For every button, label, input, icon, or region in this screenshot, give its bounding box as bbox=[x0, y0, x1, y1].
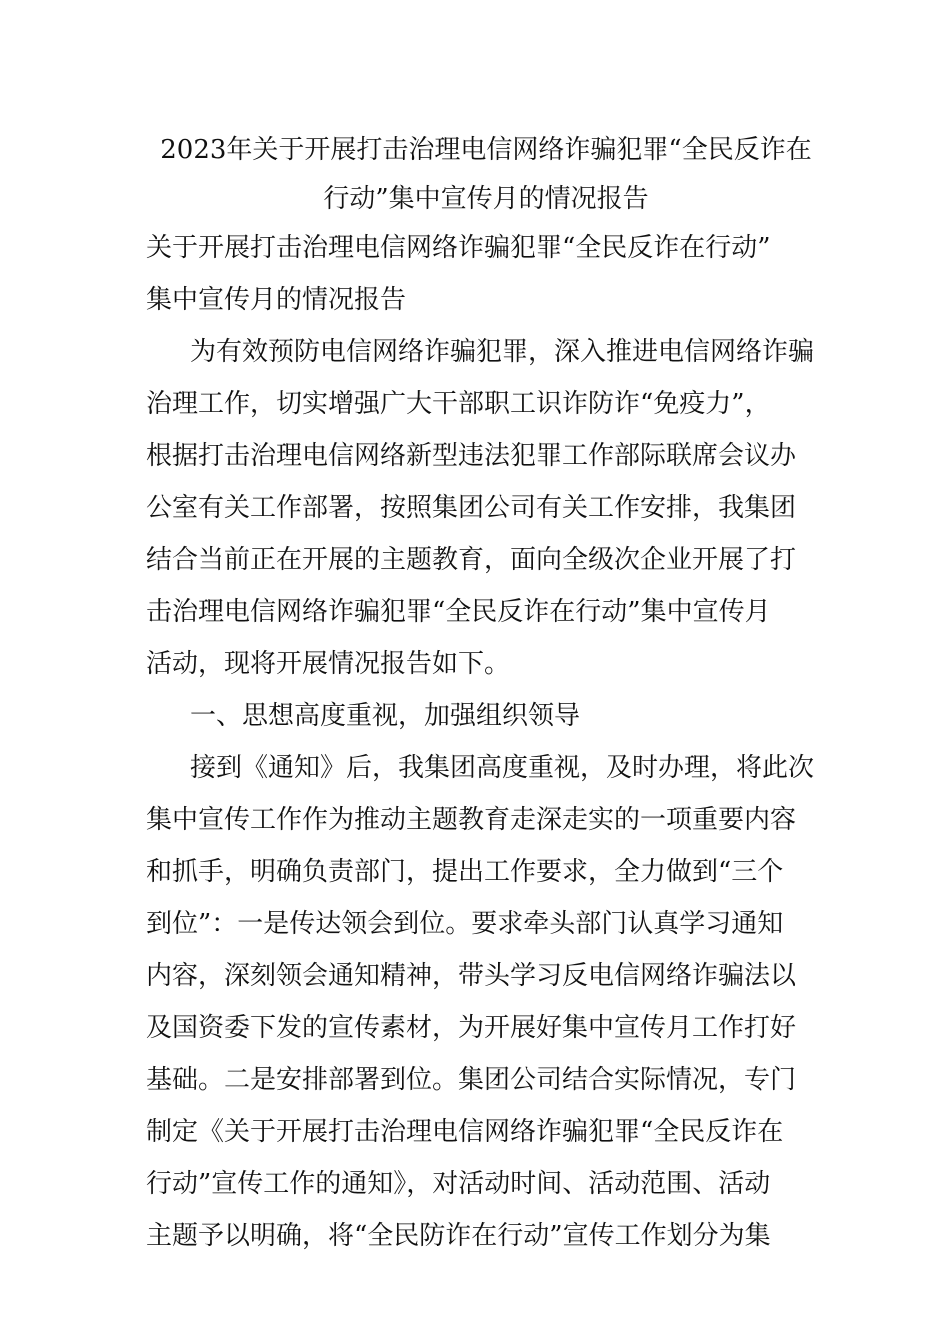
paragraph-1-line-3: 根据打击治理电信网络新型违法犯罪工作部际联席会议办 bbox=[146, 441, 797, 471]
paragraph-2-line-5: 内容，深刻领会通知精神，带头学习反电信网络诈骗法以 bbox=[146, 961, 797, 991]
document-title-line-2: 行动”集中宣传月的情况报告 bbox=[323, 184, 649, 214]
paragraph-1-line-7: 活动，现将开展情况报告如下。 bbox=[146, 649, 511, 679]
paragraph-2-line-4: 到位”：一是传达领会到位。要求牵头部门认真学习通知 bbox=[146, 909, 784, 939]
paragraph-1-line-1: 为有效预防电信网络诈骗犯罪，深入推进电信网络诈骗 bbox=[190, 337, 815, 367]
paragraph-2-line-1: 接到《通知》后，我集团高度重视，及时办理，将此次 bbox=[190, 753, 815, 783]
subtitle-line-1: 关于开展打击治理电信网络诈骗犯罪“全民反诈在行动” bbox=[146, 233, 771, 263]
subtitle-line-2: 集中宣传月的情况报告 bbox=[146, 285, 407, 315]
paragraph-1-line-6: 击治理电信网络诈骗犯罪“全民反诈在行动”集中宣传月 bbox=[146, 597, 771, 627]
paragraph-2-line-8: 制定《关于开展打击治理电信网络诈骗犯罪“全民反诈在 bbox=[146, 1117, 784, 1147]
paragraph-2-line-3: 和抓手，明确负责部门，提出工作要求，全力做到“三个 bbox=[146, 857, 784, 887]
paragraph-2-line-6: 及国资委下发的宣传素材，为开展好集中宣传月工作打好 bbox=[146, 1013, 797, 1043]
paragraph-2-line-10: 主题予以明确，将“全民防诈在行动”宣传工作划分为集 bbox=[146, 1221, 771, 1251]
paragraph-1-line-4: 公室有关工作部署，按照集团公司有关工作安排，我集团 bbox=[146, 493, 797, 523]
paragraph-2-line-7: 基础。二是安排部署到位。集团公司结合实际情况，专门 bbox=[146, 1065, 797, 1095]
paragraph-1-line-2: 治理工作，切实增强广大干部职工识诈防诈“免疫力”， bbox=[146, 389, 771, 419]
section-1-heading: 一、思想高度重视，加强组织领导 bbox=[190, 701, 581, 731]
paragraph-2-line-2: 集中宣传工作作为推动主题教育走深走实的一项重要内容 bbox=[146, 805, 797, 835]
paragraph-2-line-9: 行动”宣传工作的通知》，对活动时间、活动范围、活动 bbox=[146, 1169, 771, 1199]
document-title-line-1: 2023年关于开展打击治理电信网络诈骗犯罪“全民反诈在 bbox=[160, 135, 812, 165]
paragraph-1-line-5: 结合当前正在开展的主题教育，面向全级次企业开展了打 bbox=[146, 545, 797, 575]
